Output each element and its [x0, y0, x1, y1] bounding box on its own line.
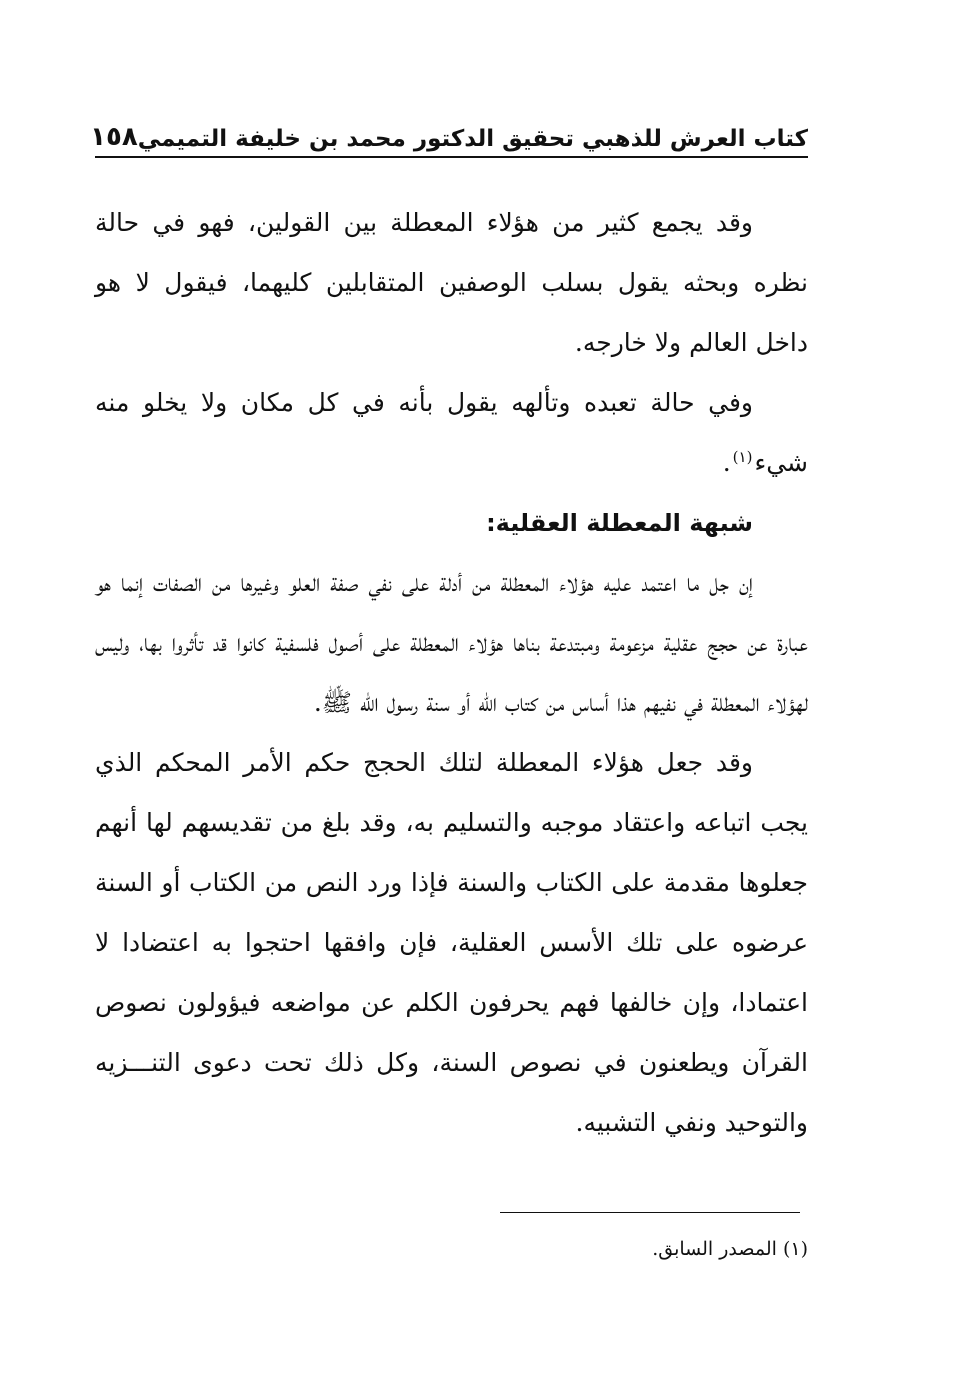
header-rule: [95, 156, 808, 158]
paragraph-2-end: .: [722, 448, 731, 477]
paragraph-4: وقد جعل هؤلاء المعطلة لتلك الحجج حكم الأمر المحكم الذي يجب اتباعه واعتقاد موجبه والتسليم به، وقد بلغ من تقديسهم لها أنهم جعلوها مقدمة على الكتاب والسنة فإذا ورد النص من الكتاب أو السنة عرضوه على تلك الأسس العقلية، فإن وافقها احتجوا به اعتضادا لا اعتمادا، وإن خالفها فهم يحرفون الكلم عن مواضعه فيؤولون نصوص القرآن ويطعنون في نصوص السنة، وكل ذلك تحت دعوى التنـــزيه والتوحيد ونفي التشبيه.: [95, 748, 808, 1137]
paragraph-2: [95, 373, 808, 493]
section-heading: شبهة المعطلة العقلية:: [486, 509, 753, 537]
running-header: [90, 112, 808, 152]
paragraph-2-text: وفي حالة تعبده وتألهه يقول بأنه في كل مكان ولا يخلو منه شيء: [95, 388, 808, 477]
footnote-marker: (١): [732, 447, 753, 466]
footnote-1: (١) المصدر السابق.: [652, 1238, 808, 1260]
page-number: ١٥٨: [90, 122, 138, 152]
main-text: [95, 193, 808, 1153]
running-title: كتاب العرش للذهبي تحقيق الدكتور محمد بن خليفة التميمي: [137, 126, 808, 152]
footnote-rule: [500, 1212, 800, 1213]
paragraph-1: وقد يجمع كثير من هؤلاء المعطلة بين القولين، فهو في حالة نظره وبحثه يقول بسلب الوصفين المتقابلين كليهما، فيقول لا هو داخل العالم ولا خارجه.: [95, 208, 808, 357]
paragraph-3: إن جل ما اعتمد عليه هؤلاء المعطلة من أدلة على نفي صفة العلو وغيرها من الصفات إنما هو عبارة عن حجج عقلية مزعومة ومبتدعة بناها هؤلاء المعطلة على أصول فلسفية كانوا قد تأثروا بها، وليس لهؤلاء المعطلة في نفيهم هذا أساس من كتاب الله أو سنة رسول الله ﷺ.: [95, 568, 808, 717]
